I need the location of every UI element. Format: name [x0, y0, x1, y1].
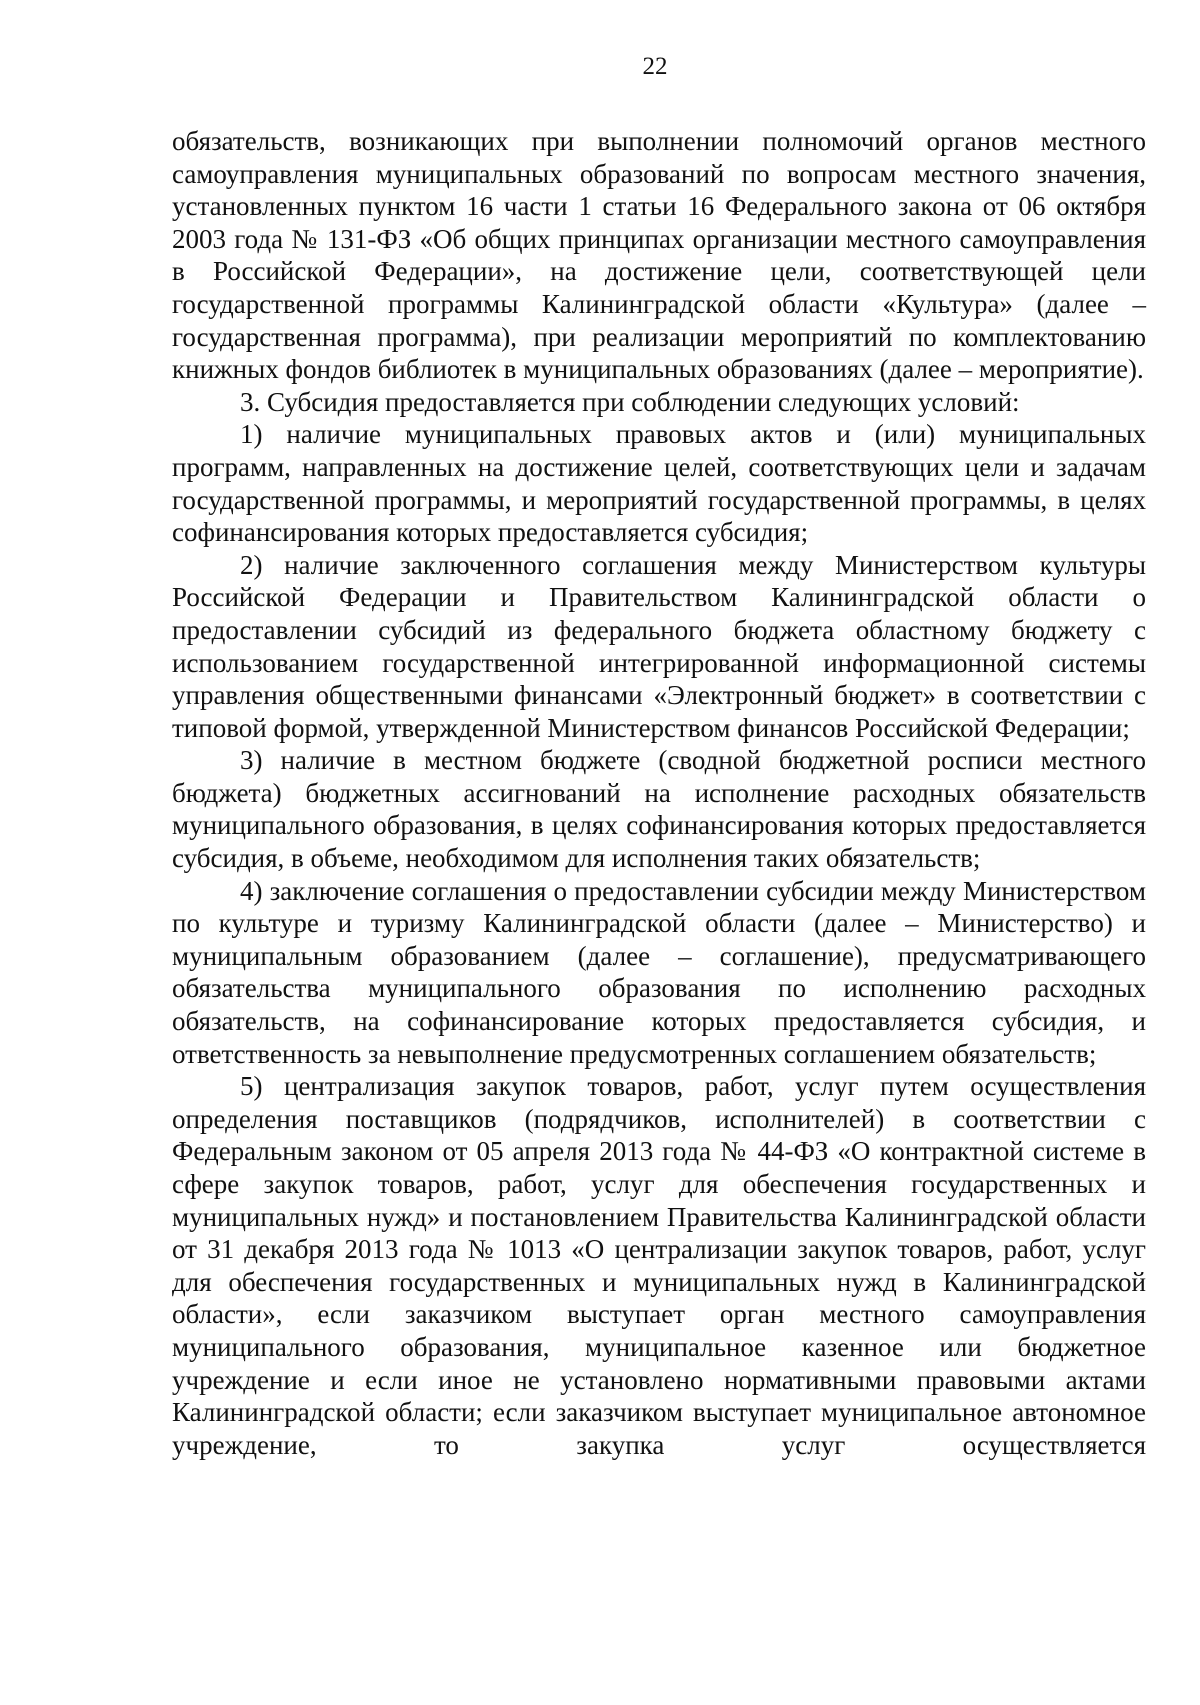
paragraph-condition-3: 3) наличие в местном бюджете (сводной бюджетной росписи местного бюджета) бюджетных ассигнований на исполнение расходных обязательств муниципального образования, в целях софинансирования которых предоставляется субсидия, в объеме, необходимом для исполнения таких обязательств; — [172, 745, 1146, 874]
paragraph-condition-1: 1) наличие муниципальных правовых актов и (или) муниципальных программ, направленных на достижение целей, соответствующих цели и задачам государственной программы, и мероприятий государственной программы, в целях софинансирования которых предоставляется субсидия; — [172, 419, 1146, 548]
paragraph-condition-4: 4) заключение соглашения о предоставлении субсидии между Министерством по культуре и туризму Калининградской области (далее – Министерство) и муниципальным образованием (далее – соглашение), предусматривающего обязательства муниципального образования по исполнению расходных обязательств, на софинансирование которых предоставляется субсидия, и ответственность за невыполнение предусмотренных соглашением обязательств; — [172, 875, 1146, 1069]
paragraph-continuation: обязательств, возникающих при выполнении полномочий органов местного самоуправления муниципальных образований по вопросам местного значения, установленных пунктом 16 части 1 статьи 16 Федерального закона от 06 октября 2003 года № 131-ФЗ «Об общих принципах организации местного самоуправления в Российской Федерации», на достижение цели, соответствующей цели государственной программы Калининградской области «Культура» (далее – государственная программа), при реализации мероприятий по комплектованию книжных фондов библиотек в муниципальных образованиях (далее – мероприятие). — [172, 126, 1146, 385]
paragraph-clause-3: 3. Субсидия предоставляется при соблюдении следующих условий: — [240, 386, 1020, 417]
paragraph-condition-2: 2) наличие заключенного соглашения между Министерством культуры Российской Федерации и Правительством Калининградской области о предоставлении субсидий из федерального бюджета областному бюджету с использованием государственной интегрированной информационной системы управления общественными финансами «Электронный бюджет» в соответствии с типовой формой, утвержденной Министерством финансов Российской Федерации; — [172, 549, 1146, 743]
paragraph-condition-5: 5) централизация закупок товаров, работ, услуг путем осуществления определения поставщиков (подрядчиков, исполнителей) в соответствии с Федеральным законом от 05 апреля 2013 года № 44-ФЗ «О контрактной системе в сфере закупок товаров, работ, услуг для обеспечения государственных и муниципальных нужд» и постановлением Правительства Калининградской области от 31 декабря 2013 года № 1013 «О централизации закупок товаров, работ, услуг для обеспечения государственных и муниципальных нужд в Калининградской области», если заказчиком выступает орган местного самоуправления муниципального образования, муниципальное казенное или бюджетное учреждение и если иное не установлено нормативными правовыми актами Калининградской области; если заказчиком выступает муниципальное автономное учреждение, то закупка услуг осуществляется — [172, 1071, 1146, 1460]
document-body — [172, 125, 1146, 1461]
page-number: 22 — [642, 53, 668, 80]
